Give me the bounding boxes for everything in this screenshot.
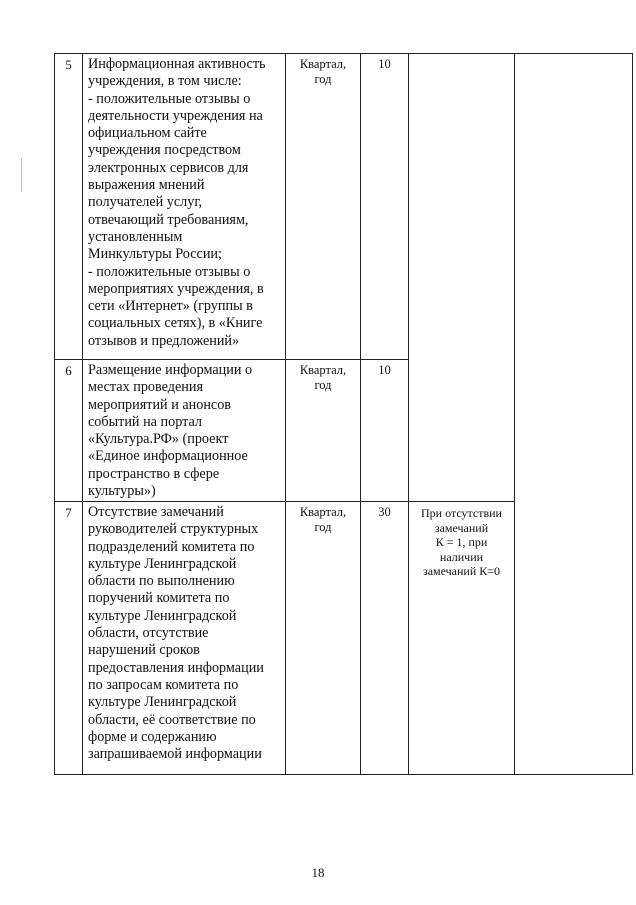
criterion-period: Квартал, год — [286, 502, 361, 775]
criterion-description: Информационная активность учреждения, в том числе: - положительные отзывы о деятельности учреждения на официальном сайте учреждения посредством электронных сервисов для выражения мнений получателей услуг, отвечающий требованиям, установленным Минкультуры России; - положительные отзывы о мероприятиях учреждения, в сети «Интернет» (группы в социальных сетях), в «Книге отзывов и предложений» — [83, 54, 286, 360]
row-number: 6 — [55, 360, 83, 502]
criterion-value-empty — [515, 54, 633, 775]
criterion-points: 30 — [361, 502, 409, 775]
criterion-description: Размещение информации о местах проведения мероприятий и анонсов событий на портал «Культура.РФ» (проект «Единое информационное пространство в сфере культуры») — [83, 360, 286, 502]
table-row — [55, 54, 633, 360]
page-number: 18 — [311, 865, 325, 880]
criterion-condition-empty — [409, 54, 515, 502]
criterion-period: Квартал, год — [286, 360, 361, 502]
row-number: 7 — [55, 502, 83, 775]
scan-margin-mark — [21, 158, 22, 192]
criterion-points: 10 — [361, 54, 409, 360]
criterion-points: 10 — [361, 360, 409, 502]
criterion-condition: При отсутствии замечаний К = 1, при наличии замечаний К=0 — [409, 502, 515, 775]
row-number: 5 — [55, 54, 83, 360]
criteria-table — [54, 53, 633, 775]
criterion-period: Квартал, год — [286, 54, 361, 360]
criterion-description: Отсутствие замечаний руководителей структурных подразделений комитета по культуре Ленинградской области по выполнению поручений комитета по культуре Ленинградской области, отсутствие нарушений сроков предоставления информации по запросам комитета по культуре Ленинградской области, её соответствие по форме и содержанию запрашиваемой информации — [83, 502, 286, 775]
